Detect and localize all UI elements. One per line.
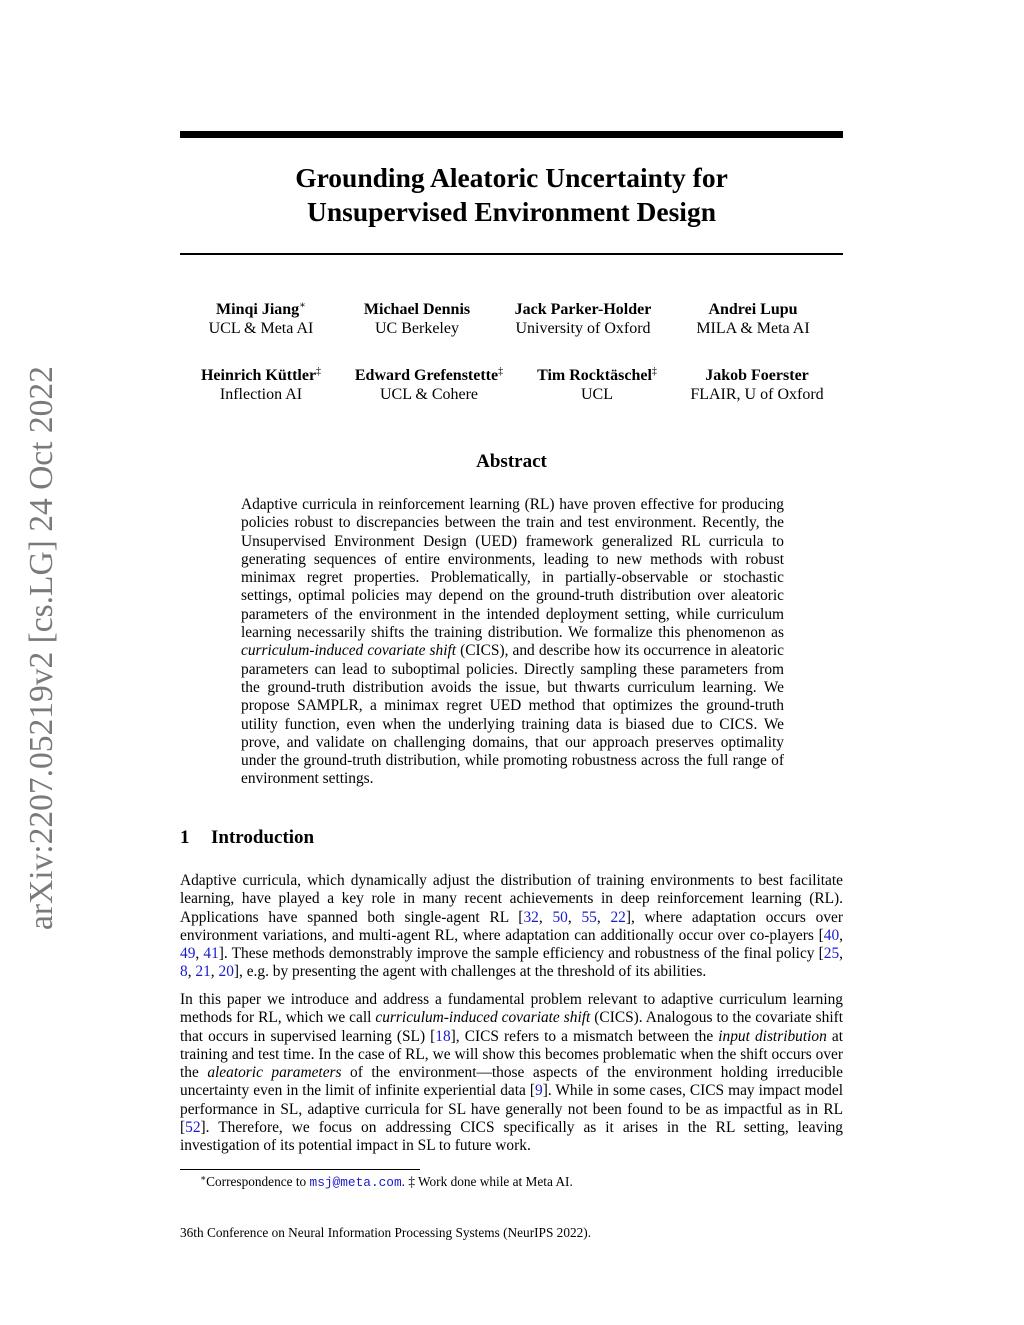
author-name: Heinrich Küttler xyxy=(200,367,317,384)
footnote xyxy=(200,1173,573,1191)
abstract-text: (CICS), and describe how its occurrence in aleatoric parameters can lead to suboptimal policies. Directly sampling these parameters from the ground-truth distribution avoids the issue, but thwarts curriculum learning. We propose SAMPLR, a minimax regret UED method that optimizes the ground-truth utility function, even when the underlying training data is biased due to CICS. We prove, and validate on challenging domains, that our approach preserves optimality under the ground-truth distribution, while promoting robustness across the full range of environment settings. xyxy=(241,642,784,788)
abstract-text: Adaptive curricula in reinforcement learning (RL) have proven effective for producing policies robust to discrepancies between the train and test environment. Recently, the Unsupervised Environment Design (UED) framework generalized RL curricula to generating sequences of entire environments, leading to new methods with robust minimax regret properties. Problematically, in partially-observable or stochastic settings, optimal policies may depend on the ground-truth distribution over aleatoric parameters of the environment in the intended deployment setting, while curriculum learning necessarily shifts the training distribution. We formalize this phenomenon as xyxy=(241,496,784,642)
paragraph-text: ]. While in some cases, CICS may impact model performance in SL, adaptive curricula for SL have generally not been found to be as impactful as in RL [ xyxy=(180,1082,843,1137)
footnote-mark: ∗ xyxy=(200,1173,207,1183)
author-affiliation: UCL & Meta AI xyxy=(208,319,314,337)
footnote-rule xyxy=(180,1169,420,1170)
intro-paragraph-2 xyxy=(180,991,843,1156)
author-name: Minqi Jiang xyxy=(216,301,300,318)
paragraph-text: ]. Therefore, we focus on addressing CICS specifically as it arises in the RL setting, leaving investigation of its potential impact in SL to future work. xyxy=(180,1119,843,1155)
citation-link[interactable]: 25 xyxy=(823,945,840,963)
title-bottom-rule xyxy=(180,253,843,255)
author-mark: ‡ xyxy=(316,366,322,377)
citation-link[interactable]: 49 xyxy=(180,945,196,963)
author-block xyxy=(327,301,507,338)
arxiv-identifier: arXiv:2207.05219v2 [cs.LG] 24 Oct 2022 xyxy=(23,366,60,930)
title-top-rule xyxy=(180,131,843,138)
citation-link[interactable]: 41 xyxy=(203,945,219,963)
author-affiliation: UCL xyxy=(581,385,613,403)
paragraph-text: Adaptive curricula, which dynamically adjust the distribution of training environments to best facilitate learning, have played a key role in many recent achievements in deep reinforcement learning (RL). Applications have spanned both single-agent RL [ xyxy=(180,872,843,926)
citation-link[interactable]: 40 xyxy=(823,926,840,944)
footnote-text: Correspondence to xyxy=(206,1174,310,1189)
abstract-heading: Abstract xyxy=(476,451,547,472)
section-title: Introduction xyxy=(211,827,315,848)
author-block xyxy=(507,367,687,404)
author-name: Tim Rocktäschel xyxy=(537,367,652,384)
paragraph-text: In this paper we introduce and address a fundamental problem relevant to adaptive curriculum learning methods for RL, which we call xyxy=(180,991,843,1027)
citation-link[interactable]: 22 xyxy=(610,908,626,926)
paragraph-text: ], where adaptation occurs over environment variations, and multi-agent RL, where adaptation can additionally occur over co-players [ xyxy=(180,908,844,944)
author-name: Edward Grefenstette xyxy=(354,367,499,384)
author-mark: ‡ xyxy=(498,366,504,377)
paragraph-text: ], CICS refers to a mismatch between the xyxy=(450,1027,719,1045)
paragraph-emphasis: aleatoric parameters xyxy=(207,1064,342,1082)
paragraph-text: of the environment—those aspects of the environment holding irreducible uncertainty even in the limit of infinite experiential data [ xyxy=(180,1064,843,1100)
author-block xyxy=(171,301,351,338)
author-block xyxy=(171,367,351,404)
citation-link[interactable]: 9 xyxy=(534,1082,543,1100)
author-name: Jack Parker-Holder xyxy=(514,301,652,318)
author-name: Jakob Foerster xyxy=(705,367,809,384)
email-link[interactable]: msj@meta.com xyxy=(309,1175,402,1190)
paragraph-emphasis: curriculum-induced covariate shift xyxy=(375,1009,591,1027)
author-mark: ∗ xyxy=(299,300,306,311)
author-affiliation: MILA & Meta AI xyxy=(696,319,810,337)
author-affiliation: University of Oxford xyxy=(515,319,651,337)
abstract-body xyxy=(241,496,784,789)
author-affiliation: Inflection AI xyxy=(219,385,303,403)
citation-link[interactable]: 32 xyxy=(523,908,539,926)
author-affiliation: UCL & Cohere xyxy=(379,385,479,403)
citation-link[interactable]: 8 xyxy=(180,963,188,981)
citation-link[interactable]: 50 xyxy=(552,908,568,926)
section-number: 1 xyxy=(180,827,190,848)
author-affiliation: FLAIR, U of Oxford xyxy=(690,385,824,403)
author-name: Andrei Lupu xyxy=(708,301,798,318)
title-line-2: Unsupervised Environment Design xyxy=(307,196,716,227)
intro-paragraph-1: Adaptive curricula, which dynamically adjust the distribution of training environments to best facilitate learning, have played a key role in many recent achievements in deep reinforcement learning (RL). Applications have spanned both single-agent RL [32, 50, 55, 22], where adaptation occurs over environment variations, and multi-agent RL, where adaptation can additionally occur over co-players [40, 49, 41]. These methods demonstrably improve the sample efficiency and robustness of the final policy [25, 8, 21, 20], e.g. by presenting the agent with challenges at the threshold of its abilities. xyxy=(180,872,844,981)
citation-link[interactable]: 20 xyxy=(218,963,234,981)
paragraph-emphasis: input distribution xyxy=(718,1027,827,1045)
author-mark: ‡ xyxy=(651,366,657,377)
venue-note: 36th Conference on Neural Information Processing Systems (NeurIPS 2022). xyxy=(180,1225,592,1240)
citation-link[interactable]: 55 xyxy=(581,908,597,926)
citation-link[interactable]: 21 xyxy=(195,963,211,981)
paragraph-text: ], e.g. by presenting the agent with challenges at the threshold of its abilities. xyxy=(233,963,707,981)
paragraph-text: ]. These methods demonstrably improve the sample efficiency and robustness of the final policy [ xyxy=(218,945,824,963)
author-block xyxy=(493,301,673,338)
paper-title xyxy=(180,161,843,229)
footnote-text: . ‡ Work done while at Meta AI. xyxy=(401,1174,573,1189)
paragraph-text: (CICS). Analogous to the covariate shift that occurs in supervised learning (SL) [ xyxy=(180,1009,843,1045)
citation-link[interactable]: 18 xyxy=(435,1027,451,1045)
author-block xyxy=(663,301,843,338)
author-affiliation: UC Berkeley xyxy=(375,319,459,337)
abstract-emphasis: curriculum-induced covariate shift xyxy=(241,642,457,660)
title-line-1: Grounding Aleatoric Uncertainty for xyxy=(295,162,728,193)
paragraph-text: at training and test time. In the case of RL, we will show this becomes problematic when the shift occurs over the xyxy=(180,1027,843,1082)
author-name: Michael Dennis xyxy=(363,301,471,318)
citation-link[interactable]: 52 xyxy=(185,1119,201,1137)
section-heading xyxy=(180,827,314,849)
author-block xyxy=(667,367,847,404)
author-block xyxy=(339,367,519,404)
